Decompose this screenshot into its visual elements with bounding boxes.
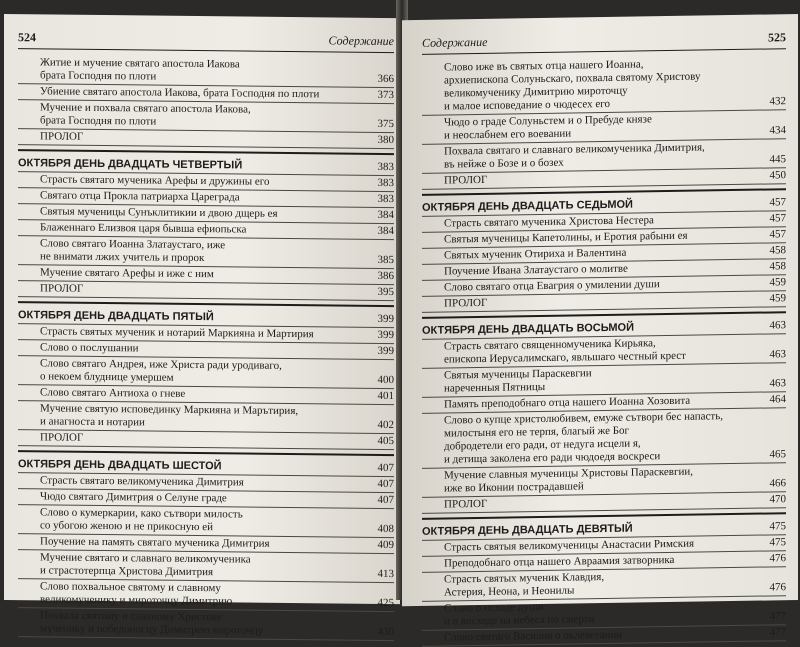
entry-title-line: Поучение на память святаго мученика Димитрия (40, 535, 270, 550)
toc-entry (18, 430, 394, 450)
entry-page-number: 425 (377, 596, 394, 610)
entry-title-line: не внимати лжих учитель и пророк (40, 250, 205, 265)
entry-title-line: Слово о исходе души (444, 600, 544, 615)
entry-page-number: 409 (377, 538, 394, 552)
entry-title-line: Слово о кумеркарии, како сътвори милость (40, 506, 243, 521)
entry-title-line: Поучение Ивана Златаустаго о молитве (444, 262, 628, 278)
section-title: ОКТЯБРЯ ДЕНЬ ДВАДЦАТЬ ПЯТЫЙ (18, 309, 214, 324)
toc-entry (18, 550, 394, 583)
entry-page-number: 457 (769, 228, 786, 241)
toc-entry (422, 55, 786, 116)
entry-page-number: 375 (377, 117, 394, 131)
entry-page-number: 405 (377, 434, 394, 448)
entry-page-number: 402 (377, 418, 394, 432)
entry-title-line: со убогою женою и не прикосную ей (40, 519, 213, 534)
toc-entry (18, 579, 394, 612)
entry-page-number: 458 (769, 244, 786, 257)
entry-title-line: ПРОЛОГ (40, 282, 84, 295)
toc-entry (18, 505, 394, 538)
entry-page-number: 466 (769, 477, 786, 490)
entry-page-number: 399 (377, 328, 394, 342)
entry-title-line: Святыя мученицы Сунъклитикии и двою дщерь ея (40, 205, 278, 220)
entry-page-number: 458 (769, 260, 786, 273)
entry-title-line: Слово святаго Антиоха о гневе (40, 386, 186, 400)
entry-page-number: 432 (769, 95, 786, 108)
section-title: ОКТЯБРЯ ДЕНЬ ДВАДЦАТЬ ДЕВЯТЫЙ (422, 522, 633, 538)
entry-page-number: 445 (769, 153, 786, 166)
section-page-number: 399 (377, 312, 394, 326)
entry-title-line: Житие и мучение святаго апостола Иакова (40, 56, 240, 71)
entry-page-number: 400 (377, 373, 394, 387)
entry-page-number: 407 (377, 477, 394, 491)
entry-title-line: ПРОЛОГ (40, 130, 84, 143)
entry-title-line: и страстотерпца Христова Димитрия (40, 564, 214, 579)
entry-page-number: 383 (377, 192, 394, 206)
left-running-title: Содержание (328, 33, 394, 49)
entry-title-line: Убиение святаго апостола Иакова, брата Господня по плоти (40, 85, 320, 101)
entry-page-number: 430 (377, 625, 394, 639)
entry-title-line: епископа Иерусалимскаго, явльшаго честный крест (444, 349, 686, 366)
entry-page-number: 384 (377, 208, 394, 222)
entry-title-line: Похвала святаго и славнаго великомученика Димитрия, (444, 141, 705, 158)
entry-title-line: ПРОЛОГ (40, 431, 84, 444)
entry-page-number: 385 (377, 253, 394, 267)
toc-entry (18, 608, 394, 641)
entry-title-line: и анагноста и нотарии (40, 415, 145, 429)
entry-title-line: Слово похвальное святому и славному (40, 580, 221, 595)
entry-title-line: Мучение святую исповединку Маркияна и Марътирия, (40, 402, 299, 418)
entry-title-line: Святаго отца Прокла патриарха Цареграда (40, 189, 240, 204)
entry-page-number: 476 (769, 552, 786, 565)
entry-title-line: и о восходе на небеса по смерти (444, 613, 595, 628)
toc-entry (18, 100, 394, 133)
entry-title-line: Мучение святаго Арефы и иже с ним (40, 266, 214, 281)
entry-page-number: 463 (769, 377, 786, 390)
entry-title-line: Страсть святаго великомученика Димитрия (40, 474, 244, 489)
entry-page-number: 463 (769, 348, 786, 361)
entry-title-line: Мучение и похвала святаго апостола Иакова, (40, 101, 251, 116)
entry-title-line: Астерия, Неона, и Неонилы (444, 584, 575, 599)
entry-title-line: добродетели его ради, от недуга исцели я, (444, 437, 641, 453)
section-page-number: 383 (377, 160, 394, 174)
entry-page-number: 395 (377, 285, 394, 299)
left-page (4, 14, 400, 639)
right-page-number: 525 (768, 30, 786, 45)
section-title: ОКТЯБРЯ ДЕНЬ ДВАДЦАТЬ СЕДЬМОЙ (422, 198, 633, 214)
entry-page-number: 380 (377, 133, 394, 147)
entry-page-number: 407 (377, 493, 394, 507)
entry-page-number: 459 (769, 292, 786, 305)
entry-title-line: въ нейже о Бозе и о бозех (444, 156, 564, 171)
entry-title-line: Слово о послушании (40, 341, 139, 355)
entry-title-line: Слово иже въ святых отца нашего Иоанна, (444, 58, 644, 74)
section-page-number: 475 (769, 520, 786, 533)
entry-title-line: мученику и победоносцу Димитрею мироточцу (40, 622, 264, 637)
left-page-number: 524 (18, 30, 36, 45)
entry-title-line: и малое исповедание о чюдесех его (444, 97, 610, 113)
entry-title-line: иже во Иконии пострадавшей (444, 480, 584, 495)
entry-title-line: Страсть святаго мученика Арефы и дружины его (40, 173, 270, 188)
entry-title-line: великомученику и мироточцу Димитрию (40, 593, 233, 608)
entry-page-number: 373 (377, 88, 394, 102)
entry-title-line: Святыя мученицы Капетолины, и Еротия рабыни ея (444, 229, 688, 246)
toc-entry (18, 281, 394, 301)
entry-title-line: Похвала святому и славному Христову (40, 609, 223, 624)
entry-title-line: Слово святаго Андрея, иже Христа ради уродиваго, (40, 357, 282, 372)
left-toc-list (18, 49, 394, 641)
entry-title-line: о некоем блуднице умершем (40, 370, 174, 384)
entry-title-line: Страсть святыя великомученицы Анастасии Римския (444, 537, 695, 554)
section-title: ОКТЯБРЯ ДЕНЬ ДВАДЦАТЬ ШЕСТОЙ (18, 458, 222, 473)
entry-title-line: ПРОЛОГ (444, 296, 488, 310)
entry-title-line: брата Господня по плоти (40, 69, 157, 83)
entry-page-number: 434 (769, 124, 786, 137)
entry-title-line: Память преподобнаго отца нашего Иоанна Хозовита (444, 394, 691, 411)
entry-title-line: нареченныя Пятницы (444, 380, 546, 395)
section-page-number: 457 (769, 196, 786, 209)
toc-entry (422, 408, 786, 469)
right-running-title: Содержание (422, 34, 488, 50)
right-toc-list (422, 49, 786, 647)
entry-title-line: Страсть святых мученик и нотарий Маркияна и Мартирия (40, 325, 314, 341)
entry-title-line: Слово святаго отца Евагрия о умилении души (444, 278, 660, 294)
entry-title-line: Страсть святых мученик Клавдия, (444, 571, 605, 586)
toc-entry (18, 236, 394, 269)
entry-page-number: 383 (377, 176, 394, 190)
entry-title-line: ПРОЛОГ (444, 497, 488, 511)
entry-title-line: Слово о купце христолюбивем, емуже сътвори бес напасть, (444, 410, 723, 427)
section-title: ОКТЯБРЯ ДЕНЬ ДВАДЦАТЬ ЧЕТВЕРТЫЙ (18, 157, 243, 172)
entry-page-number: 477 (769, 610, 786, 623)
left-page-header (18, 26, 394, 53)
entry-title-line: брата Господня по плоти (40, 114, 157, 128)
entry-title-line: Преподобнаго отца нашего Авраамия затворника (444, 553, 675, 570)
entry-page-number: 413 (377, 567, 394, 581)
entry-title-line: милостыня его не терпя, благый же Бог (444, 424, 630, 440)
entry-title-line: Слово святаго Иоанна Златаустаго, иже (40, 237, 226, 252)
entry-page-number: 386 (377, 269, 394, 283)
toc-entry (18, 401, 394, 434)
entry-title-line: и неослабнем его воевании (444, 127, 572, 142)
entry-title-line: Мучение славныя мученицы Христовы Параскевгии, (444, 465, 694, 482)
entry-page-number: 465 (769, 448, 786, 461)
entry-title-line: Блаженнаго Елизвоя царя бывша ефиопьска (40, 221, 247, 236)
entry-page-number: 450 (769, 169, 786, 182)
entry-title-line: ПРОЛОГ (444, 173, 488, 187)
entry-title-line: и детища заколена его ради чюдоедя воскреси (444, 450, 661, 466)
entry-page-number: 476 (769, 581, 786, 594)
entry-page-number: 470 (769, 493, 786, 506)
entry-page-number: 401 (377, 389, 394, 403)
entry-page-number: 384 (377, 224, 394, 238)
entry-title-line: Святыя мученицы Параскевгии (444, 367, 592, 382)
entry-title-line: Чюдо святаго Димитрия о Селуне граде (40, 490, 227, 505)
entry-title-line: Святых мученик Отириха и Валентина (444, 246, 627, 262)
section-title: ОКТЯБРЯ ДЕНЬ ДВАДЦАТЬ ВОСЬМОЙ (422, 321, 634, 337)
entry-title-line: Страсть святаго мученика Христова Нестера (444, 214, 654, 230)
entry-page-number: 464 (769, 393, 786, 406)
entry-page-number: 366 (377, 72, 394, 86)
entry-title-line: великомученику Димитрию мироточцу (444, 84, 628, 100)
toc-entry (18, 129, 394, 149)
section-page-number: 407 (377, 461, 394, 475)
entry-page-number: 475 (769, 536, 786, 549)
entry-page-number: 477 (769, 626, 786, 639)
entry-title-line: Слово святаго Василия о оклеветании (444, 628, 623, 644)
toc-entry (18, 55, 394, 88)
entry-title-line: Чюдо о граде Солуньстем и о Пребуде князе (444, 113, 652, 129)
entry-page-number: 457 (769, 212, 786, 225)
entry-page-number: 399 (377, 344, 394, 358)
entry-title-line: Мучение святаго и славнаго великомученика (40, 551, 251, 566)
entry-title-line: архиепископа Солуньскаго, похвала святому Христову (444, 70, 701, 87)
entry-page-number: 408 (377, 522, 394, 536)
entry-title-line: Страсть святаго священномученика Кирьяка, (444, 337, 656, 353)
right-page (402, 14, 798, 644)
section-page-number: 463 (769, 319, 786, 332)
toc-entry (18, 356, 394, 389)
entry-page-number: 459 (769, 276, 786, 289)
